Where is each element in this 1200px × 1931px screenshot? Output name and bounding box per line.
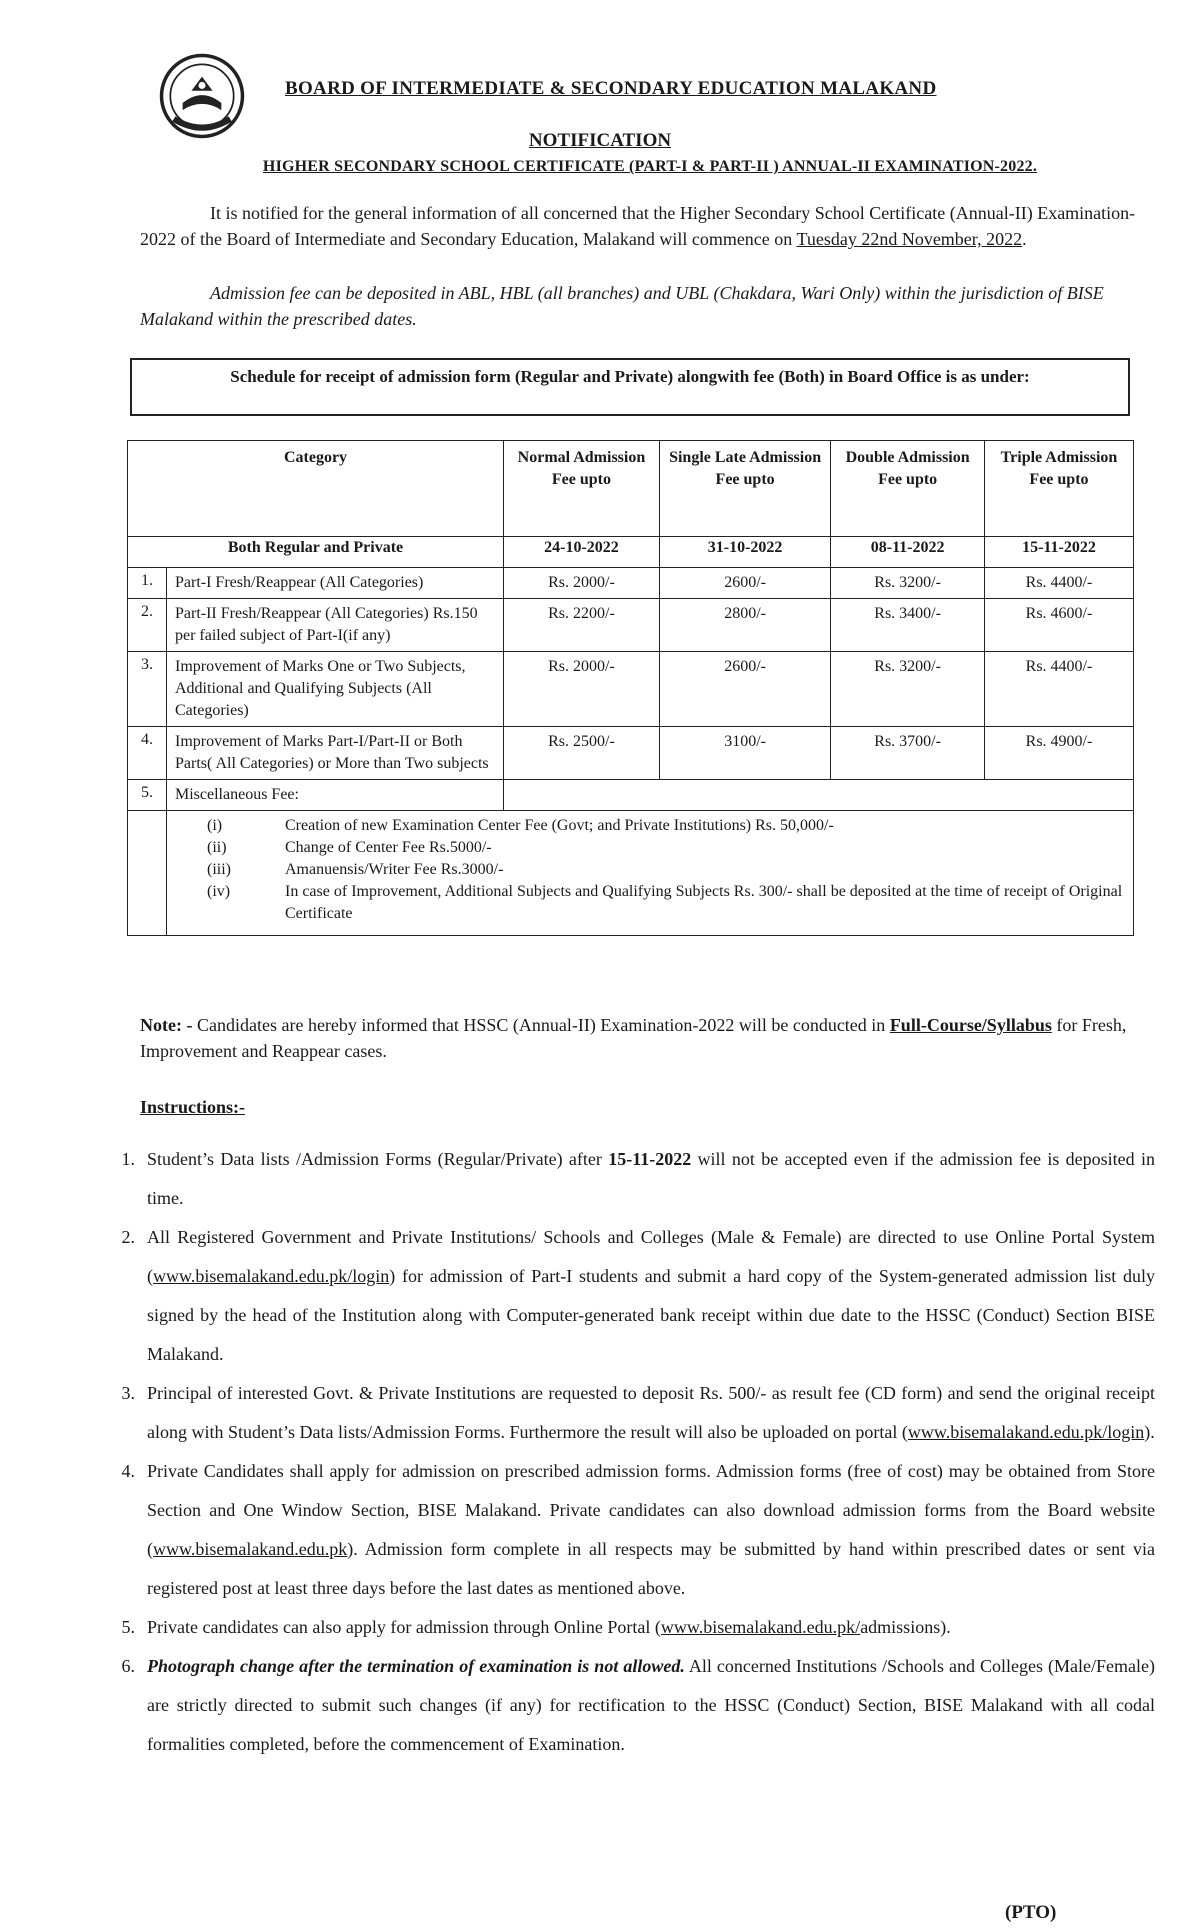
- board-name: BOARD OF INTERMEDIATE & SECONDARY EDUCATION MALAKAND: [285, 78, 937, 99]
- instructions-list: [95, 1140, 1155, 1764]
- intro-paragraph: [140, 200, 1140, 252]
- row-description: Improvement of Marks One or Two Subjects, Additional and Qualifying Subjects (All Categories): [167, 652, 504, 727]
- list-item: [95, 1140, 1155, 1218]
- note-paragraph: [140, 1012, 1140, 1064]
- date-double: 08-11-2022: [831, 537, 985, 568]
- fee-deposit-paragraph: Admission fee can be deposited in ABL, HBL (all branches) and UBL (Chakdara, Wari Only) within the jurisdiction of BISE Malakand within the prescribed dates.: [140, 283, 1104, 329]
- fee-normal: Rs. 2200/-: [504, 599, 660, 652]
- text-part: Private Candidates shall apply for admission on prescribed admission forms. Admission forms (free of cost) may be obtained from Store Section and One Window Section, BISE Malakand. Private candidates can also download admission forms from the Board website (: [147, 1461, 1155, 1559]
- fee-triple: Rs. 4600/-: [984, 599, 1133, 652]
- row-number: 4.: [128, 727, 167, 780]
- header-category: Category: [128, 441, 504, 537]
- date-row: [128, 537, 1134, 568]
- item-number: 2.: [121, 1227, 135, 1247]
- portal-link[interactable]: www.bisemalakand.edu.pk/login: [907, 1422, 1145, 1442]
- date-triple: 15-11-2022: [984, 537, 1133, 568]
- list-item: [95, 1647, 1155, 1764]
- item-roman: (iv): [207, 883, 231, 900]
- text-part: will not be accepted even if the admission fee is deposited in time.: [147, 1149, 1155, 1208]
- header-triple-fee: Triple Admission Fee upto: [984, 441, 1133, 537]
- photo-warning: Photograph change after the termination of examination is not allowed.: [147, 1656, 685, 1676]
- fee-double: Rs. 3200/-: [831, 652, 985, 727]
- board-seal-logo: [158, 52, 246, 140]
- item-text: In case of Improvement, Additional Subjects and Qualifying Subjects Rs. 300/- shall be deposited at the time of receipt of Original Certificate: [285, 883, 1123, 922]
- item-text: Amanuensis/Writer Fee Rs.3000/-: [285, 861, 504, 878]
- item-text: [147, 1374, 1155, 1452]
- fee-double: Rs. 3200/-: [831, 568, 985, 599]
- misc-label: Miscellaneous Fee:: [167, 780, 504, 811]
- full-course-syllabus: Full-Course/Syllabus: [889, 1015, 1052, 1035]
- fee-normal: Rs. 2000/-: [504, 652, 660, 727]
- item-text: [147, 1140, 1155, 1218]
- item-text: [147, 1608, 1155, 1647]
- list-item: [95, 1374, 1155, 1452]
- text-part: Private candidates can also apply for admission through Online Portal (: [147, 1617, 661, 1637]
- text-part: ). Admission form complete in all respects may be submitted by hand within prescribed dates or sent via registered post at least three days before the last dates as mentioned above.: [147, 1539, 1155, 1598]
- misc-items-row: [128, 811, 1134, 936]
- header-single-late-fee: Single Late Admission Fee upto: [659, 441, 830, 537]
- note-text: Candidates are hereby informed that HSSC (Annual-II) Examination-2022 will be conducted in: [196, 1015, 890, 1035]
- date-single-late: 31-10-2022: [659, 537, 830, 568]
- list-item: [207, 815, 1125, 837]
- table-row: [128, 727, 1134, 780]
- item-number: 4.: [121, 1461, 135, 1481]
- fee-triple: Rs. 4400/-: [984, 652, 1133, 727]
- item-roman: (ii): [207, 839, 227, 856]
- list-item: [95, 1218, 1155, 1374]
- row-description: Part-II Fresh/Reappear (All Categories) Rs.150 per failed subject of Part-I(if any): [167, 599, 504, 652]
- list-item: [207, 837, 1125, 859]
- item-number: 5.: [121, 1617, 135, 1637]
- fee-triple: Rs. 4900/-: [984, 727, 1133, 780]
- item-text: Creation of new Examination Center Fee (Govt; and Private Institutions) Rs. 50,000/-: [285, 817, 834, 834]
- fee-double: Rs. 3400/-: [831, 599, 985, 652]
- misc-header-row: [128, 780, 1134, 811]
- row-number: 2.: [128, 599, 167, 652]
- fee-normal: Rs. 2000/-: [504, 568, 660, 599]
- fee-normal: Rs. 2500/-: [504, 727, 660, 780]
- fee-single-late: 2800/-: [659, 599, 830, 652]
- item-text: Change of Center Fee Rs.5000/-: [285, 839, 492, 856]
- text-part: All concerned Institutions /Schools and Colleges (Male/Female) are strictly directed to submit such changes (if any) for rectification to the HSSC (Conduct) Section, BISE Malakand with all codal formalities completed, before the commencement of Examination.: [147, 1656, 1155, 1754]
- fee-single-late: 2600/-: [659, 568, 830, 599]
- fee-triple: Rs. 4400/-: [984, 568, 1133, 599]
- list-item: [95, 1452, 1155, 1608]
- item-number: 3.: [121, 1383, 135, 1403]
- item-text: [147, 1452, 1155, 1608]
- intro-text: It is notified for the general information of all concerned that the Higher Secondary School Certificate (Annual-II) Examination-2022 of the Board of Intermediate and Secondary Education, Malakand will commence on: [140, 203, 1136, 249]
- deadline-date: 15-11-2022: [608, 1149, 692, 1169]
- admissions-link[interactable]: www.bisemalakand.edu.pk/: [660, 1617, 861, 1637]
- portal-link[interactable]: www.bisemalakand.edu.pk/login: [153, 1266, 390, 1286]
- table-header-row: [128, 441, 1134, 537]
- header-normal-fee: Normal Admission Fee upto: [504, 441, 660, 537]
- item-roman: (i): [207, 817, 223, 834]
- exam-title: HIGHER SECONDARY SCHOOL CERTIFICATE (PART-I & PART-II ) ANNUAL-II EXAMINATION-2022.: [262, 158, 1038, 175]
- fee-double: Rs. 3700/-: [831, 727, 985, 780]
- intro-end: .: [1022, 229, 1027, 249]
- row-description: Part-I Fresh/Reappear (All Categories): [167, 568, 504, 599]
- notification-heading: NOTIFICATION: [528, 130, 672, 151]
- row-description: Improvement of Marks Part-I/Part-II or Both Parts( All Categories) or More than Two subjects: [167, 727, 504, 780]
- row-number: 5.: [128, 780, 167, 811]
- row-number: 3.: [128, 652, 167, 727]
- table-row: [128, 599, 1134, 652]
- text-part: admissions).: [860, 1617, 951, 1637]
- text-part: Principal of interested Govt. & Private Institutions are requested to deposit Rs. 500/- as result fee (CD form) and send the original receipt along with Student’s Data lists/Admission Forms. Furthermore the result will also be uploaded on portal (: [147, 1383, 1155, 1442]
- table-row: [128, 568, 1134, 599]
- item-number: 6.: [121, 1656, 135, 1676]
- fee-single-late: 2600/-: [659, 652, 830, 727]
- text-part: Student’s Data lists /Admission Forms (Regular/Private) after: [147, 1149, 609, 1169]
- list-item: [207, 881, 1125, 925]
- note-label: Note: -: [140, 1015, 193, 1035]
- commencement-date: Tuesday 22nd November, 2022: [796, 229, 1023, 249]
- website-link[interactable]: www.bisemalakand.edu.pk: [153, 1539, 348, 1559]
- item-number: 1.: [121, 1149, 135, 1169]
- row-number: 1.: [128, 568, 167, 599]
- list-item: [95, 1608, 1155, 1647]
- list-item: [207, 859, 1125, 881]
- date-normal: 24-10-2022: [504, 537, 660, 568]
- item-text: [147, 1218, 1155, 1374]
- date-row-label: Both Regular and Private: [128, 537, 504, 568]
- instructions-heading: Instructions:-: [140, 1097, 246, 1117]
- fee-single-late: 3100/-: [659, 727, 830, 780]
- fee-schedule-table: [127, 440, 1134, 936]
- header-double-fee: Double Admission Fee upto: [831, 441, 985, 537]
- text-part: ).: [1144, 1422, 1155, 1442]
- item-text: [147, 1647, 1155, 1764]
- text-part: ) for admission of Part-I students and submit a hard copy of the System-generated admission list duly signed by the head of the Institution along with Computer-generated bank receipt within due date to the HSSC (Conduct) Section BISE Malakand.: [147, 1266, 1155, 1364]
- text-part: All Registered Government and Private Institutions/ Schools and Colleges (Male & Female) are directed to use Online Portal System (: [147, 1227, 1155, 1286]
- pto-marker: (PTO): [1005, 1902, 1057, 1923]
- item-roman: (iii): [207, 861, 231, 878]
- note-text-end: for Fresh, Improvement and Reappear cases.: [140, 1015, 1127, 1061]
- schedule-title: Schedule for receipt of admission form (Regular and Private) alongwith fee (Both) in Board Office is as under:: [130, 358, 1130, 416]
- misc-fee-list: [167, 811, 1134, 936]
- table-row: [128, 652, 1134, 727]
